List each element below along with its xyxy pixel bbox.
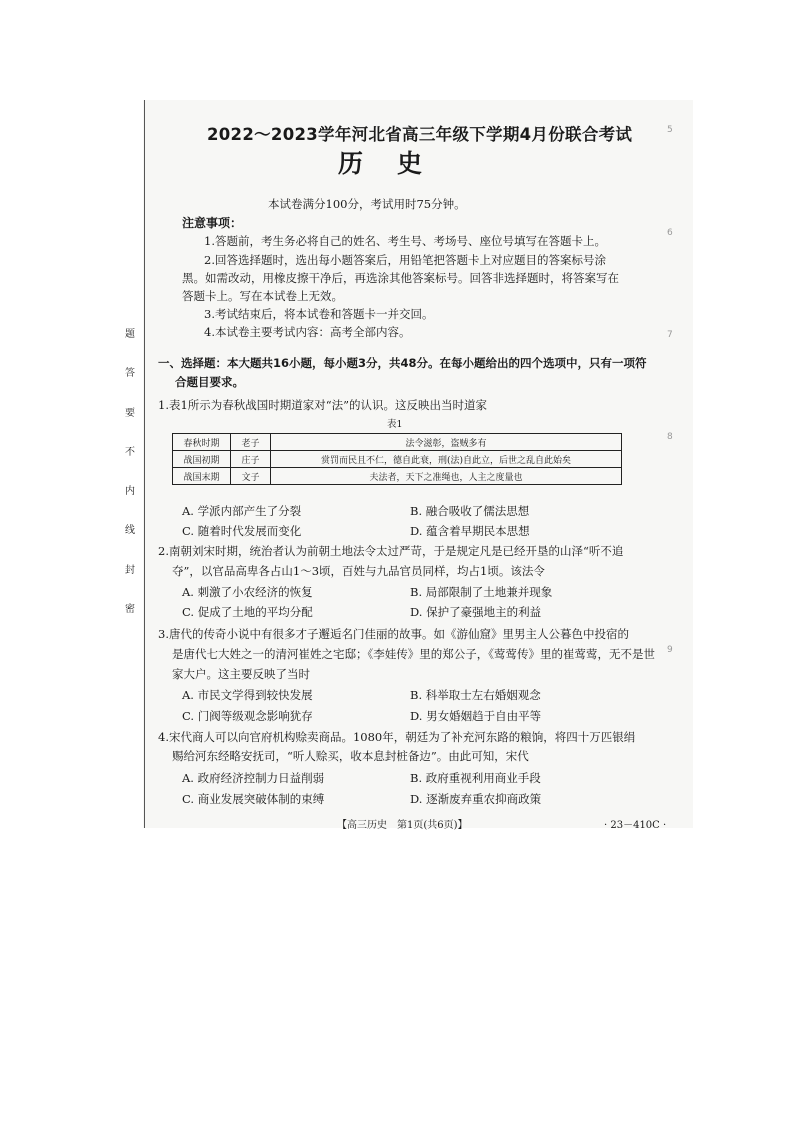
table-cell: 春秋时期 bbox=[173, 434, 231, 451]
binding-line bbox=[144, 100, 145, 828]
table-caption: 表1 bbox=[387, 419, 403, 430]
option-c: C. 促成了土地的平均分配 bbox=[182, 605, 313, 619]
table-cell: 法令滋彰，盗贼多有 bbox=[271, 434, 622, 451]
seal-char: 线 bbox=[125, 525, 135, 537]
option-b: B. 政府重视利用商业手段 bbox=[410, 771, 541, 785]
option-c: C. 商业发展突破体制的束缚 bbox=[182, 792, 325, 806]
option-d: D. 逐渐废弃重农抑商政策 bbox=[410, 792, 542, 806]
question-1-stem: 1.表1所示为春秋战国时期道家对“法”的认识。这反映出当时道家 bbox=[158, 398, 488, 412]
table-cell: 战国末期 bbox=[173, 468, 231, 485]
binding-seal-labels bbox=[120, 325, 140, 615]
note-line: 3.考试结束后，将本试卷和答题卡一并交回。 bbox=[204, 307, 434, 321]
margin-number: 5 bbox=[667, 125, 673, 135]
seal-char: 题 bbox=[125, 329, 135, 340]
option-a: A. 学派内部产生了分裂 bbox=[182, 504, 302, 518]
table-row bbox=[173, 468, 622, 485]
table-row bbox=[173, 451, 622, 468]
table-cell: 文子 bbox=[231, 468, 271, 485]
margin-number: 6 bbox=[667, 228, 673, 238]
option-d: D. 蕴含着早期民本思想 bbox=[410, 524, 530, 538]
option-a: A. 市民文学得到较快发展 bbox=[182, 688, 313, 702]
option-b: B. 融合吸收了儒法思想 bbox=[410, 504, 530, 518]
note-line: 2.回答选择题时，选出每小题答案后，用铅笔把答题卡上对应题目的答案标号涂 bbox=[204, 253, 606, 267]
question-3-stem-cont: 家大户。这主要反映了当时 bbox=[172, 667, 310, 681]
section-heading: 一、选择题：本大题共16小题，每小题3分，共48分。在每小题给出的四个选项中，只有一项符 bbox=[158, 356, 647, 370]
margin-number: 8 bbox=[667, 432, 673, 442]
exam-info: 本试卷满分100分，考试用时75分钟。 bbox=[268, 197, 466, 211]
margin-number: 9 bbox=[667, 645, 673, 655]
page-footer: 【高三历史 第1页(共6页)】 bbox=[337, 820, 468, 831]
option-b: B. 局部限制了土地兼并现象 bbox=[410, 585, 553, 599]
margin-number: 7 bbox=[667, 330, 673, 340]
note-line: 答题卡上。写在本试卷上无效。 bbox=[182, 289, 343, 303]
seal-char: 答 bbox=[125, 368, 135, 380]
question-2-stem: 2.南朝刘宋时期，统治者认为前朝土地法令太过严苛，于是规定凡是已经开垦的山泽“听不追 bbox=[158, 544, 624, 558]
seal-char: 不 bbox=[125, 446, 135, 458]
note-line: 4.本试卷主要考试内容：高考全部内容。 bbox=[204, 325, 411, 339]
question-2-stem-cont: 夺”，以官品高卑各占山1～3顷，百姓与九品官员同样，均占1顷。该法令 bbox=[172, 564, 545, 578]
seal-char: 要 bbox=[125, 407, 135, 419]
option-a: A. 刺激了小农经济的恢复 bbox=[182, 585, 313, 599]
note-line: 黑。如需改动，用橡皮擦干净后，再选涂其他答案标号。回答非选择题时，将答案写在 bbox=[182, 271, 619, 285]
question-3-stem: 3.唐代的传奇小说中有很多才子邂逅名门佳丽的故事。如《游仙窟》里男主人公暮色中投宿的 bbox=[158, 627, 629, 641]
subject-title: 历史 bbox=[338, 149, 457, 178]
table-row bbox=[173, 434, 622, 451]
table-cell: 赏罚而民且不仁，德自此衰，刑(法)自此立，后世之乱自此始矣 bbox=[271, 451, 622, 468]
question-1-table bbox=[172, 433, 622, 485]
table-cell: 庄子 bbox=[231, 451, 271, 468]
question-4-stem: 4.宋代商人可以向官府机构赊卖商品。1080年，朝廷为了补充河东路的粮饷，将四十万匹银绢 bbox=[158, 730, 636, 744]
option-c: C. 随着时代发展而变化 bbox=[182, 524, 302, 538]
note-line: 1.答题前，考生务必将自己的姓名、考生号、考场号、座位号填写在答题卡上。 bbox=[204, 234, 606, 248]
section-heading-cont: 合题目要求。 bbox=[175, 375, 244, 389]
question-3-stem-cont: 是唐代七大姓之一的清河崔姓之宅邸；《李娃传》里的郑公子，《莺莺传》里的崔莺莺，无不是世 bbox=[172, 647, 655, 661]
table-cell: 战国初期 bbox=[173, 451, 231, 468]
seal-char: 内 bbox=[125, 486, 135, 498]
option-d: D. 保护了豪强地主的利益 bbox=[410, 605, 542, 619]
option-b: B. 科举取士左右婚姻观念 bbox=[410, 688, 541, 702]
paper-code: · 23－410C · bbox=[604, 820, 667, 831]
table-cell: 老子 bbox=[231, 434, 271, 451]
seal-char: 封 bbox=[125, 564, 135, 576]
notes-heading: 注意事项： bbox=[182, 216, 243, 230]
exam-title: 2022～2023学年河北省高三年级下学期4月份联合考试 bbox=[207, 125, 633, 144]
seal-char: 密 bbox=[125, 603, 135, 615]
question-4-stem-cont: 赐给河东经略安抚司，“听人赊买，收本息封桩备边”。由此可知，宋代 bbox=[172, 749, 529, 763]
option-d: D. 男女婚姻趋于自由平等 bbox=[410, 709, 542, 723]
option-c: C. 门阀等级观念影响犹存 bbox=[182, 709, 313, 723]
option-a: A. 政府经济控制力日益削弱 bbox=[182, 771, 325, 785]
table-cell: 夫法者，天下之准绳也，人主之度量也 bbox=[271, 468, 622, 485]
